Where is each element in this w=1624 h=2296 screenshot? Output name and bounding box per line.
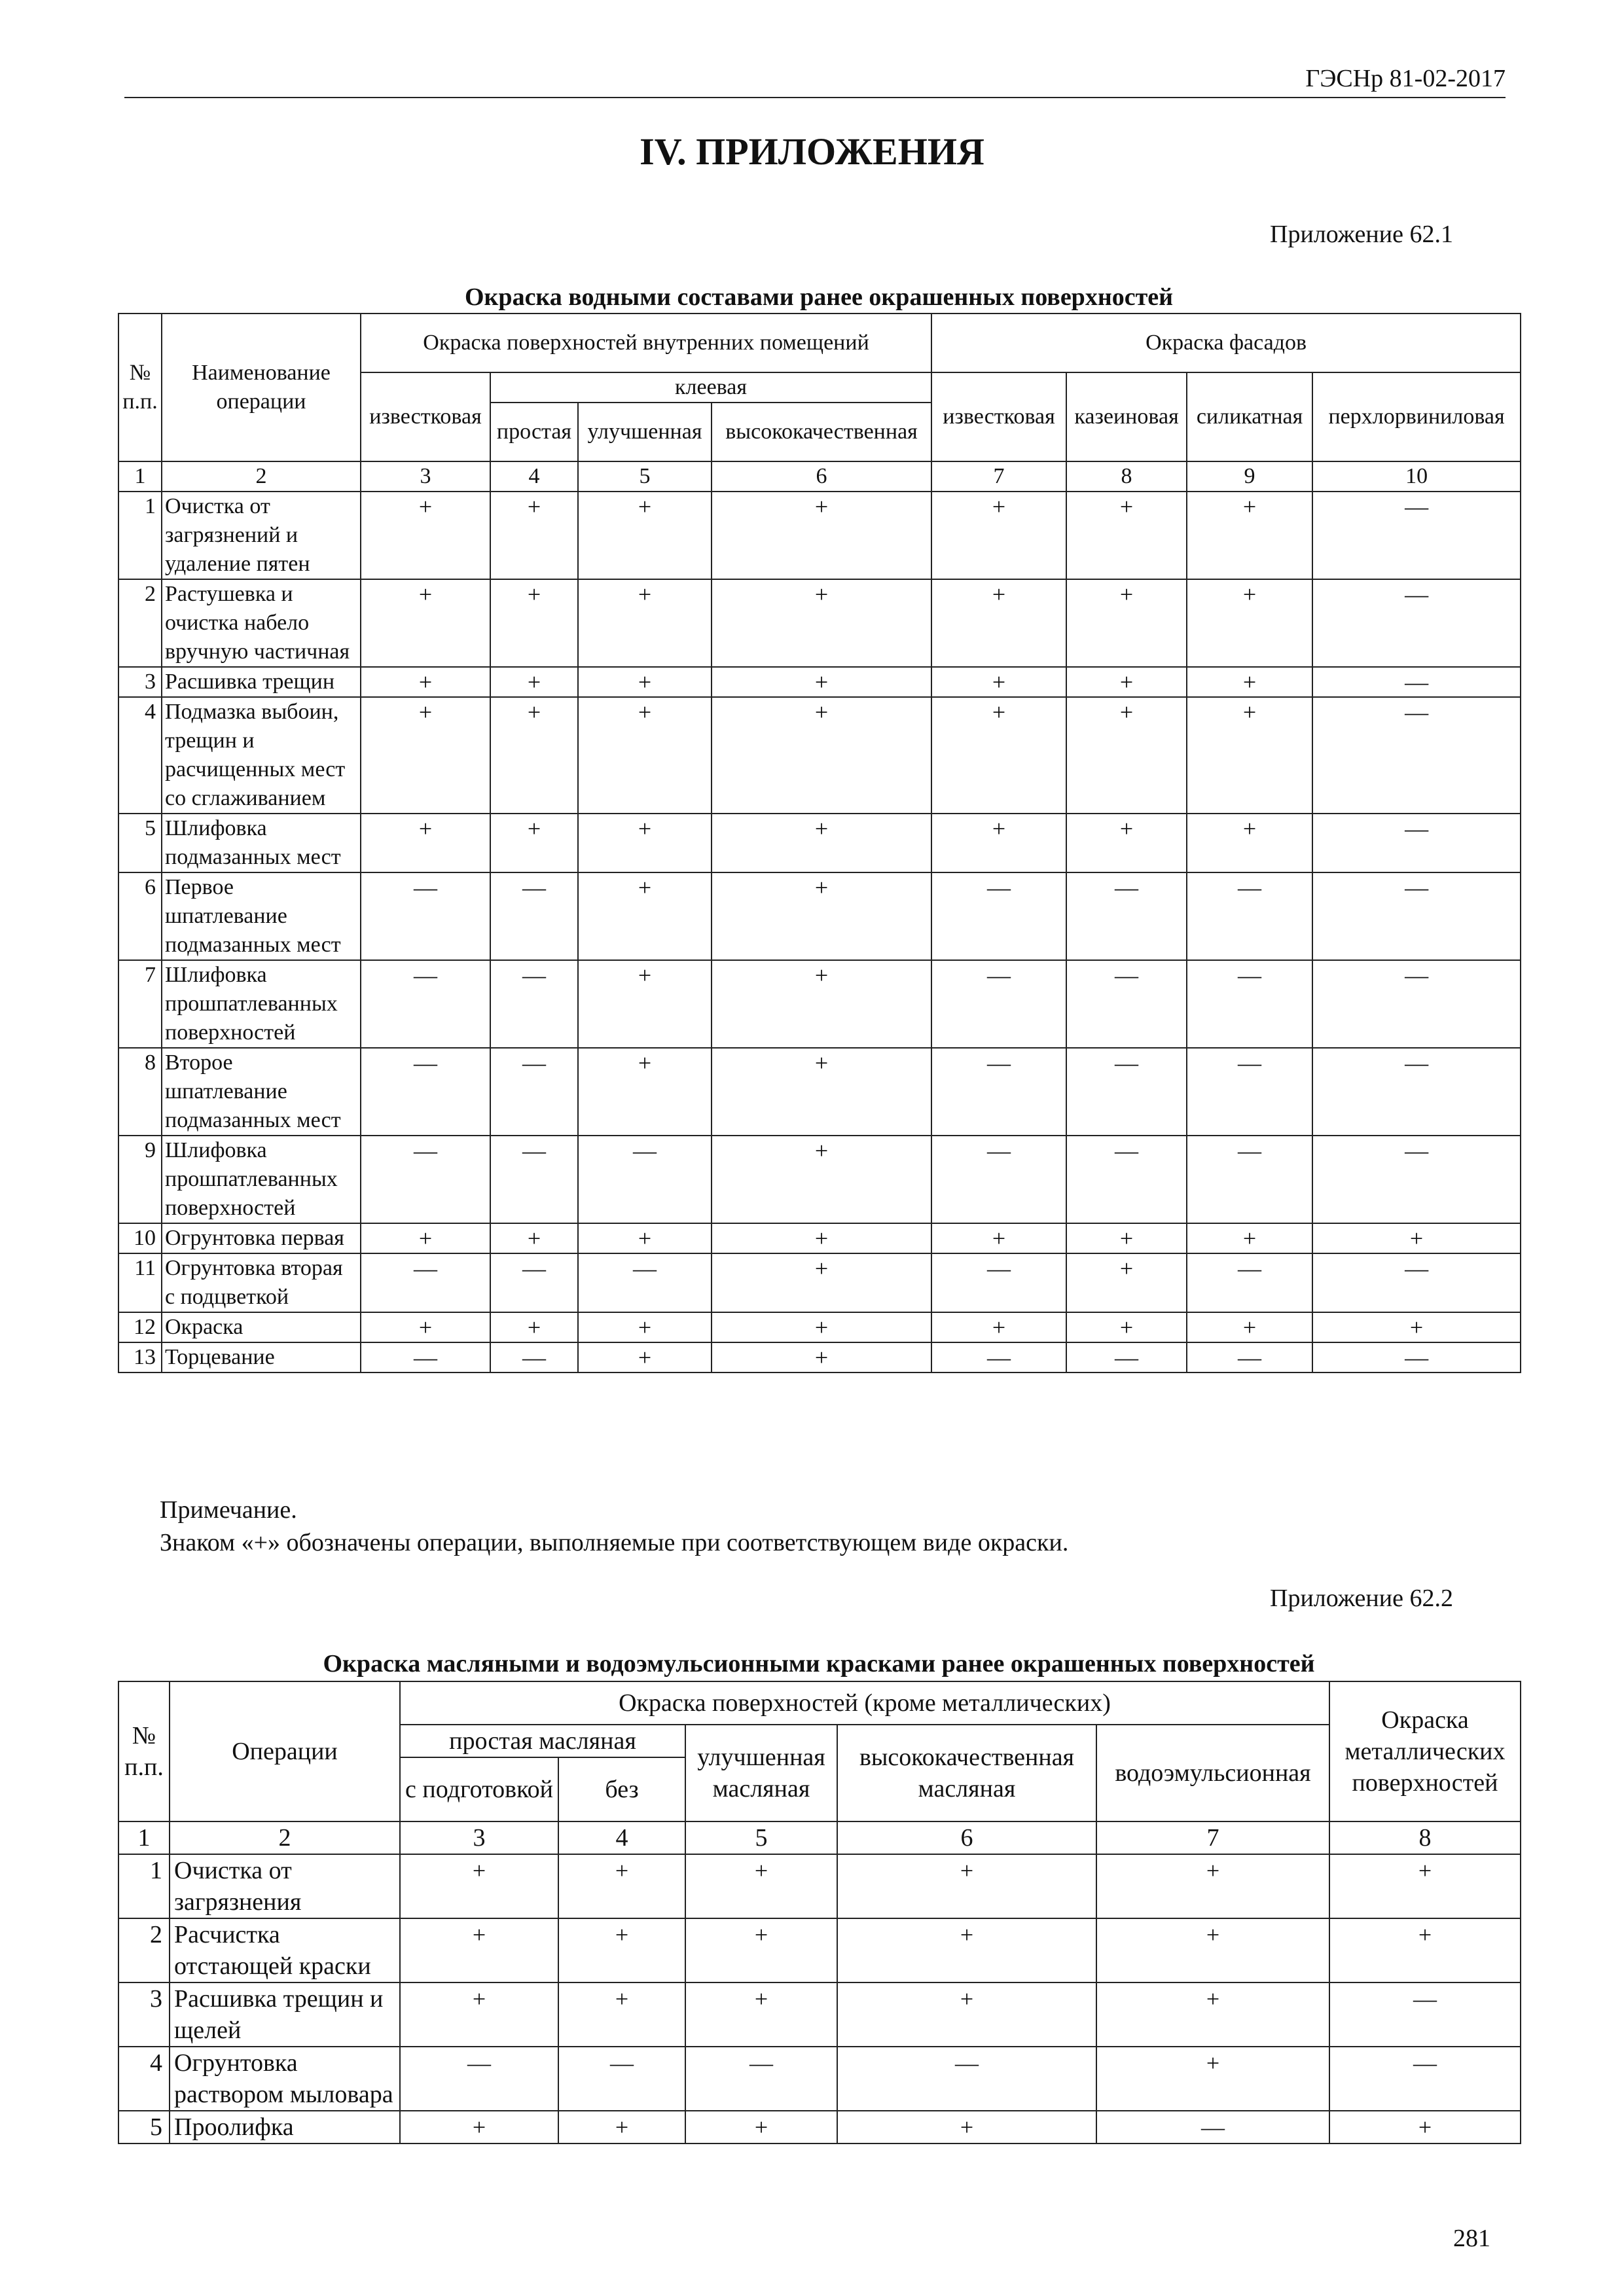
mark-cell: —	[931, 960, 1066, 1048]
mark-cell: —	[361, 1136, 490, 1223]
mark-cell: —	[490, 872, 578, 960]
table-row	[118, 697, 1521, 814]
mark-cell: +	[361, 1312, 490, 1342]
appendix-1-title: Окраска водными составами ранее окрашенных поверхностей	[464, 283, 1174, 311]
mark-cell: —	[931, 1136, 1066, 1223]
section-title: IV. ПРИЛОЖЕНИЯ	[640, 130, 984, 173]
page-header	[124, 64, 1506, 98]
mark-cell: +	[712, 960, 931, 1048]
mark-cell: +	[712, 667, 931, 697]
row-number: 9	[118, 1136, 162, 1223]
index-cell: 8	[1066, 461, 1187, 492]
t2-index-cell: 4	[558, 1821, 685, 1854]
mark-cell: +	[490, 492, 578, 579]
mark-cell: —	[1096, 2111, 1329, 2144]
table-row	[118, 492, 1521, 579]
row-number: 1	[118, 1854, 170, 1918]
mark-cell: +	[931, 814, 1066, 872]
appendix-2-table	[118, 1681, 1521, 2144]
mark-cell: +	[837, 1982, 1096, 2047]
row-number: 10	[118, 1223, 162, 1253]
col-header-interior: Окраска поверхностей внутренних помещений	[361, 314, 931, 372]
mark-cell: +	[1329, 1918, 1521, 1982]
mark-cell: +	[1096, 2047, 1329, 2111]
mark-cell: —	[1312, 1253, 1521, 1312]
mark-cell: —	[490, 960, 578, 1048]
table-row	[118, 667, 1521, 697]
mark-cell: +	[712, 1048, 931, 1136]
mark-cell: —	[1312, 1136, 1521, 1223]
mark-cell: +	[1096, 1854, 1329, 1918]
mark-cell: +	[685, 2111, 837, 2144]
mark-cell: +	[1066, 1312, 1187, 1342]
mark-cell: +	[361, 579, 490, 667]
mark-cell: +	[1329, 1854, 1521, 1918]
mark-cell: —	[1312, 492, 1521, 579]
mark-cell: —	[361, 960, 490, 1048]
mark-cell: +	[1329, 2111, 1521, 2144]
operation-name: Расшивка трещин	[162, 667, 361, 697]
mark-cell: —	[1312, 579, 1521, 667]
row-number: 6	[118, 872, 162, 960]
table-row	[118, 872, 1521, 960]
mark-cell: —	[1066, 960, 1187, 1048]
mark-cell: —	[1312, 697, 1521, 814]
table-row	[118, 1342, 1521, 1372]
mark-cell: —	[1312, 814, 1521, 872]
mark-cell: —	[1066, 1136, 1187, 1223]
t2-index-cell: 3	[400, 1821, 558, 1854]
appendix-2-label: Приложение 62.2	[1270, 1585, 1453, 1612]
mark-cell: +	[685, 1854, 837, 1918]
mark-cell: +	[1312, 1223, 1521, 1253]
operation-name: Окраска	[162, 1312, 361, 1342]
table-row	[118, 1253, 1521, 1312]
col-header-silicate: силикатная	[1187, 372, 1312, 461]
mark-cell: —	[685, 2047, 837, 2111]
index-cell: 1	[118, 461, 162, 492]
row-number: 13	[118, 1342, 162, 1372]
mark-cell: +	[578, 960, 712, 1048]
operation-name: Огрунтовка первая	[162, 1223, 361, 1253]
mark-cell: +	[490, 667, 578, 697]
row-number: 4	[118, 697, 162, 814]
note-title: Примечание.	[160, 1496, 297, 1524]
note-text: Знаком «+» обозначены операции, выполняемые при соответствующем виде окраски.	[160, 1529, 1069, 1556]
operation-name: Очистка от загрязнения	[170, 1854, 400, 1918]
index-cell: 4	[490, 461, 578, 492]
t2-col-header-ops: Операции	[170, 1681, 400, 1821]
mark-cell: +	[558, 1918, 685, 1982]
mark-cell: —	[1329, 1982, 1521, 2047]
mark-cell: +	[578, 1223, 712, 1253]
mark-cell: —	[361, 1048, 490, 1136]
mark-cell: +	[712, 1136, 931, 1223]
mark-cell: +	[1096, 1918, 1329, 1982]
operation-name: Первое шпатлевание подмазанных мест	[162, 872, 361, 960]
mark-cell: +	[558, 1854, 685, 1918]
operation-name: Огрунтовка раствором мыловара	[170, 2047, 400, 2111]
table-row	[118, 1918, 1521, 1982]
row-number: 1	[118, 492, 162, 579]
mark-cell: —	[1187, 872, 1312, 960]
row-number: 12	[118, 1312, 162, 1342]
mark-cell: +	[1187, 697, 1312, 814]
mark-cell: +	[1096, 1982, 1329, 2047]
t2-index-cell: 6	[837, 1821, 1096, 1854]
mark-cell: +	[578, 1342, 712, 1372]
mark-cell: +	[361, 667, 490, 697]
mark-cell: —	[1312, 1342, 1521, 1372]
mark-cell: —	[1187, 960, 1312, 1048]
page-number: 281	[1453, 2225, 1490, 2252]
col-header-casein: казеиновая	[1066, 372, 1187, 461]
mark-cell: —	[361, 1342, 490, 1372]
table-row	[118, 814, 1521, 872]
mark-cell: +	[578, 579, 712, 667]
index-cell: 10	[1312, 461, 1521, 492]
mark-cell: —	[1187, 1253, 1312, 1312]
table-row	[118, 2047, 1521, 2111]
t2-col-header-metal: Окраска металлических поверхностей	[1329, 1681, 1521, 1821]
mark-cell: —	[1329, 2047, 1521, 2111]
mark-cell: +	[931, 697, 1066, 814]
mark-cell: +	[712, 872, 931, 960]
row-number: 3	[118, 1982, 170, 2047]
table-row	[118, 1223, 1521, 1253]
mark-cell: +	[1312, 1312, 1521, 1342]
operation-name: Очистка от загрязнений и удаление пятен	[162, 492, 361, 579]
mark-cell: +	[712, 579, 931, 667]
col-header-high-quality: высококачественная	[712, 403, 931, 461]
mark-cell: +	[361, 1223, 490, 1253]
t2-index-cell: 2	[170, 1821, 400, 1854]
mark-cell: +	[400, 1918, 558, 1982]
row-number: 2	[118, 1918, 170, 1982]
table-row	[118, 1982, 1521, 2047]
table-row	[118, 1048, 1521, 1136]
col-header-glue: клеевая	[490, 372, 931, 403]
mark-cell: —	[931, 1253, 1066, 1312]
mark-cell: +	[578, 1312, 712, 1342]
index-cell: 3	[361, 461, 490, 492]
mark-cell: +	[837, 2111, 1096, 2144]
operation-name: Расчистка отстающей краски	[170, 1918, 400, 1982]
mark-cell: —	[558, 2047, 685, 2111]
mark-cell: —	[490, 1048, 578, 1136]
t2-index-cell: 1	[118, 1821, 170, 1854]
col-header-facade-lime: известковая	[931, 372, 1066, 461]
col-header-no: № п.п.	[118, 314, 162, 461]
t2-col-header-without: без	[558, 1757, 685, 1821]
appendix-1-table	[118, 313, 1521, 1373]
row-number: 5	[118, 2111, 170, 2144]
row-number: 11	[118, 1253, 162, 1312]
mark-cell: —	[578, 1253, 712, 1312]
mark-cell: +	[1187, 1312, 1312, 1342]
col-header-lime: известковая	[361, 372, 490, 461]
mark-cell: +	[578, 872, 712, 960]
mark-cell: —	[1312, 960, 1521, 1048]
col-header-name: Наименование операции	[162, 314, 361, 461]
mark-cell: +	[578, 1048, 712, 1136]
row-number: 2	[118, 579, 162, 667]
index-cell: 5	[578, 461, 712, 492]
operation-name: Шлифовка прошпатлеванных поверхностей	[162, 960, 361, 1048]
mark-cell: +	[1066, 579, 1187, 667]
mark-cell: —	[490, 1253, 578, 1312]
table-row	[118, 1854, 1521, 1918]
mark-cell: —	[1187, 1048, 1312, 1136]
mark-cell: —	[578, 1136, 712, 1223]
mark-cell: +	[712, 814, 931, 872]
t2-col-header-water: водоэмульсионная	[1096, 1725, 1329, 1821]
mark-cell: +	[490, 697, 578, 814]
mark-cell: —	[931, 872, 1066, 960]
t2-index-row	[118, 1821, 1521, 1854]
mark-cell: —	[361, 872, 490, 960]
index-cell: 2	[162, 461, 361, 492]
index-cell: 6	[712, 461, 931, 492]
mark-cell: —	[1066, 1342, 1187, 1372]
mark-cell: +	[1187, 492, 1312, 579]
mark-cell: +	[400, 1854, 558, 1918]
table-row	[118, 1312, 1521, 1342]
row-number: 7	[118, 960, 162, 1048]
col-header-facades: Окраска фасадов	[931, 314, 1521, 372]
operation-name: Проолифка	[170, 2111, 400, 2144]
mark-cell: +	[931, 667, 1066, 697]
operation-name: Шлифовка прошпатлеванных поверхностей	[162, 1136, 361, 1223]
index-cell: 9	[1187, 461, 1312, 492]
mark-cell: +	[1066, 667, 1187, 697]
mark-cell: +	[685, 1982, 837, 2047]
mark-cell: +	[400, 1982, 558, 2047]
operation-name: Второе шпатлевание подмазанных мест	[162, 1048, 361, 1136]
mark-cell: +	[931, 579, 1066, 667]
mark-cell: +	[490, 1312, 578, 1342]
t2-index-cell: 5	[685, 1821, 837, 1854]
row-number: 8	[118, 1048, 162, 1136]
mark-cell: —	[1187, 1136, 1312, 1223]
mark-cell: +	[490, 814, 578, 872]
mark-cell: +	[558, 2111, 685, 2144]
mark-cell: +	[578, 697, 712, 814]
index-row	[118, 461, 1521, 492]
mark-cell: +	[837, 1854, 1096, 1918]
mark-cell: —	[931, 1342, 1066, 1372]
mark-cell: +	[712, 1312, 931, 1342]
table-row	[118, 2111, 1521, 2144]
mark-cell: +	[1187, 579, 1312, 667]
mark-cell: +	[578, 814, 712, 872]
table-row	[118, 579, 1521, 667]
mark-cell: —	[931, 1048, 1066, 1136]
appendix-2-title: Окраска масляными и водоэмульсионными красками ранее окрашенных поверхностей	[323, 1650, 1315, 1677]
t2-col-header-nonmetal: Окраска поверхностей (кроме металлических)	[400, 1681, 1329, 1725]
mark-cell: +	[1066, 1223, 1187, 1253]
mark-cell: +	[837, 1918, 1096, 1982]
operation-name: Торцевание	[162, 1342, 361, 1372]
mark-cell: —	[400, 2047, 558, 2111]
mark-cell: —	[361, 1253, 490, 1312]
t2-col-header-improved: улучшенная масляная	[685, 1725, 837, 1821]
mark-cell: +	[400, 2111, 558, 2144]
mark-cell: +	[1066, 1253, 1187, 1312]
mark-cell: +	[490, 1223, 578, 1253]
appendix-1-label: Приложение 62.1	[1270, 221, 1453, 248]
mark-cell: +	[931, 492, 1066, 579]
operation-name: Подмазка выбоин, трещин и расчищенных мест со сглаживанием	[162, 697, 361, 814]
mark-cell: +	[712, 697, 931, 814]
mark-cell: —	[1066, 1048, 1187, 1136]
t2-index-cell: 8	[1329, 1821, 1521, 1854]
t2-col-header-no: № п.п.	[118, 1681, 170, 1821]
row-number: 3	[118, 667, 162, 697]
mark-cell: —	[1312, 872, 1521, 960]
mark-cell: +	[578, 492, 712, 579]
mark-cell: +	[1187, 667, 1312, 697]
operation-name: Расшивка трещин и щелей	[170, 1982, 400, 2047]
table-row	[118, 1136, 1521, 1223]
mark-cell: +	[558, 1982, 685, 2047]
t2-col-header-with-prep: с подготовкой	[400, 1757, 558, 1821]
mark-cell: —	[1312, 1048, 1521, 1136]
mark-cell: +	[361, 814, 490, 872]
mark-cell: +	[712, 1223, 931, 1253]
operation-name: Растушевка и очистка набело вручную частичная	[162, 579, 361, 667]
t2-col-header-simple-oil: простая масляная	[400, 1725, 685, 1757]
mark-cell: —	[1312, 667, 1521, 697]
mark-cell: +	[931, 1223, 1066, 1253]
t2-index-cell: 7	[1096, 1821, 1329, 1854]
t2-col-header-high: высококачественная масляная	[837, 1725, 1096, 1821]
mark-cell: +	[712, 492, 931, 579]
mark-cell: +	[361, 492, 490, 579]
col-header-improved: улучшенная	[578, 403, 712, 461]
mark-cell: —	[490, 1136, 578, 1223]
operation-name: Огрунтовка вторая с подцветкой	[162, 1253, 361, 1312]
mark-cell: +	[1187, 1223, 1312, 1253]
mark-cell: +	[1066, 697, 1187, 814]
row-number: 4	[118, 2047, 170, 2111]
mark-cell: +	[578, 667, 712, 697]
mark-cell: —	[837, 2047, 1096, 2111]
mark-cell: —	[1066, 872, 1187, 960]
mark-cell: +	[685, 1918, 837, 1982]
index-cell: 7	[931, 461, 1066, 492]
mark-cell: —	[1187, 1342, 1312, 1372]
col-header-perchlorvinyl: перхлорвиниловая	[1312, 372, 1521, 461]
operation-name: Шлифовка подмазанных мест	[162, 814, 361, 872]
doc-code: ГЭСНр 81-02-2017	[1305, 65, 1506, 92]
mark-cell: +	[1187, 814, 1312, 872]
mark-cell: +	[712, 1342, 931, 1372]
mark-cell: +	[712, 1253, 931, 1312]
col-header-simple: простая	[490, 403, 578, 461]
row-number: 5	[118, 814, 162, 872]
mark-cell: +	[931, 1312, 1066, 1342]
mark-cell: +	[361, 697, 490, 814]
mark-cell: +	[490, 579, 578, 667]
mark-cell: +	[1066, 814, 1187, 872]
mark-cell: +	[1066, 492, 1187, 579]
table-row	[118, 960, 1521, 1048]
mark-cell: —	[490, 1342, 578, 1372]
